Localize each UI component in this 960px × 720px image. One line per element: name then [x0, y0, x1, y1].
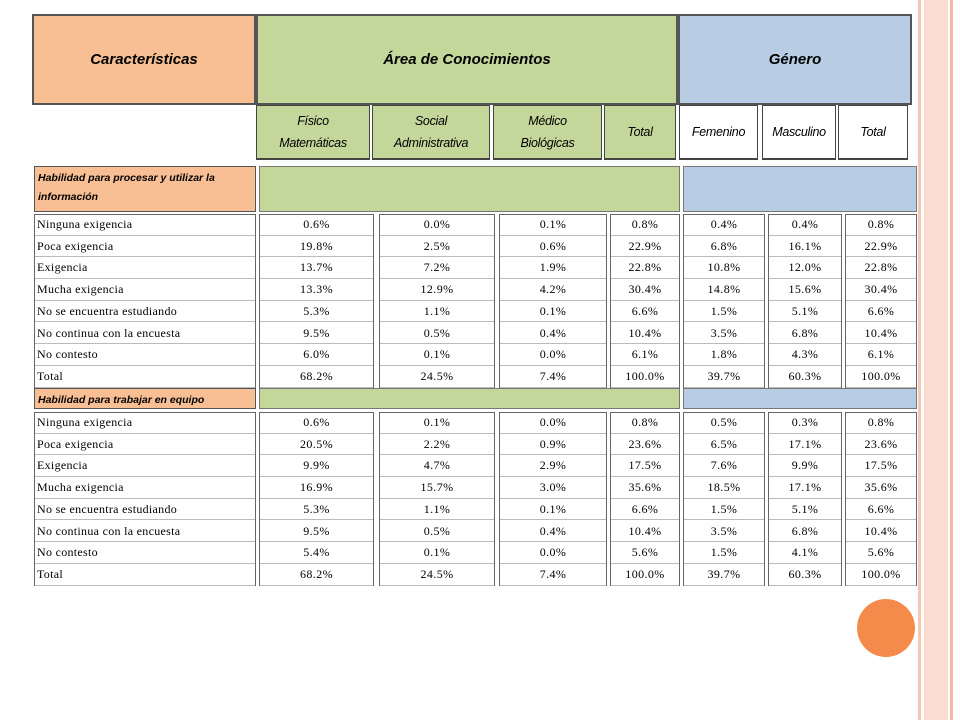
table-cell: 22.9%	[611, 236, 679, 258]
table-cell: 18.5%	[684, 477, 764, 499]
decor-stripe	[950, 0, 953, 720]
table-cell: 13.7%	[260, 257, 373, 279]
table-cell: 10.4%	[846, 323, 916, 345]
table-cell: 0.5%	[380, 323, 494, 345]
table-cell: 6.6%	[611, 499, 679, 521]
table-cell: 0.8%	[611, 412, 679, 434]
row-label: No continua con la encuesta	[35, 521, 255, 543]
section-band-genero	[683, 166, 917, 212]
table-cell: 10.4%	[846, 521, 916, 543]
section-title-line2: información	[38, 191, 99, 203]
table-cell: 9.9%	[260, 455, 373, 477]
subheader-line1: Masculino	[772, 125, 826, 139]
table-cell: 0.4%	[500, 521, 606, 543]
table-cell: 35.6%	[846, 477, 916, 499]
row-label: Ninguna exigencia	[35, 214, 255, 236]
table-cell: 100.0%	[846, 366, 916, 388]
subheader-line2: Administrativa	[393, 136, 469, 150]
table-cell: 6.6%	[846, 301, 916, 323]
table-cell: 4.1%	[769, 542, 841, 564]
table-cell: 0.3%	[769, 412, 841, 434]
table-cell: 100.0%	[611, 564, 679, 586]
subheader-3	[604, 105, 676, 160]
header-genero: Género	[678, 14, 912, 105]
table-cell: 30.4%	[846, 279, 916, 301]
table-cell: 9.5%	[260, 323, 373, 345]
subheader-2	[493, 105, 602, 160]
table-cell: 14.8%	[684, 279, 764, 301]
table-cell: 20.5%	[260, 434, 373, 456]
table-cell: 0.8%	[611, 214, 679, 236]
table-cell: 100.0%	[846, 564, 916, 586]
row-label: Mucha exigencia	[35, 477, 255, 499]
subheader-6	[838, 105, 908, 160]
table-cell: 1.5%	[684, 542, 764, 564]
table-cell: 12.0%	[769, 257, 841, 279]
table-cell: 9.5%	[260, 521, 373, 543]
row-label: No continua con la encuesta	[35, 323, 255, 345]
table-cell: 0.5%	[380, 521, 494, 543]
row-label: No se encuentra estudiando	[35, 301, 255, 323]
header-area: Área de Conocimientos	[256, 14, 678, 105]
subheader-line2: Matemáticas	[279, 136, 347, 150]
subheader-line2: Biológicas	[520, 136, 575, 150]
table-cell: 4.3%	[769, 344, 841, 366]
table-cell: 19.8%	[260, 236, 373, 258]
table-cell: 3.5%	[684, 323, 764, 345]
table-cell: 9.9%	[769, 455, 841, 477]
table-cell: 6.8%	[769, 323, 841, 345]
table-cell: 6.1%	[611, 344, 679, 366]
table-cell: 1.5%	[684, 301, 764, 323]
table-cell: 5.4%	[260, 542, 373, 564]
table-cell: 23.6%	[846, 434, 916, 456]
decor-stripe	[924, 0, 948, 720]
table-cell: 23.6%	[611, 434, 679, 456]
table-cell: 39.7%	[684, 366, 764, 388]
table-cell: 68.2%	[260, 564, 373, 586]
table-cell: 0.0%	[500, 412, 606, 434]
table-cell: 6.8%	[769, 521, 841, 543]
table-cell: 2.9%	[500, 455, 606, 477]
table-cell: 17.1%	[769, 434, 841, 456]
row-label: No contesto	[35, 344, 255, 366]
table-cell: 10.4%	[611, 323, 679, 345]
table-cell: 2.5%	[380, 236, 494, 258]
table-cell: 0.1%	[500, 301, 606, 323]
section-band-genero	[683, 388, 917, 409]
row-label: Exigencia	[35, 257, 255, 279]
table-cell: 7.2%	[380, 257, 494, 279]
table-cell: 1.5%	[684, 499, 764, 521]
table-cell: 0.0%	[380, 214, 494, 236]
table-cell: 0.1%	[500, 214, 606, 236]
subheader-line1: Total	[627, 125, 653, 139]
row-label: Mucha exigencia	[35, 279, 255, 301]
table-cell: 24.5%	[380, 564, 494, 586]
table-cell: 16.1%	[769, 236, 841, 258]
table-cell: 0.8%	[846, 214, 916, 236]
section-title-line1: Habilidad para trabajar en equipo	[38, 394, 205, 406]
table-cell: 22.9%	[846, 236, 916, 258]
subheader-line1: Social	[414, 114, 448, 128]
table-cell: 0.5%	[684, 412, 764, 434]
table-cell: 0.9%	[500, 434, 606, 456]
table-cell: 0.1%	[380, 344, 494, 366]
table-cell: 6.0%	[260, 344, 373, 366]
row-label: Exigencia	[35, 455, 255, 477]
table-cell: 16.9%	[260, 477, 373, 499]
table-cell: 0.1%	[380, 542, 494, 564]
table-cell: 3.0%	[500, 477, 606, 499]
table-cell: 17.5%	[846, 455, 916, 477]
row-label: No se encuentra estudiando	[35, 499, 255, 521]
table-cell: 15.7%	[380, 477, 494, 499]
table-cell: 5.6%	[611, 542, 679, 564]
table-cell: 1.1%	[380, 499, 494, 521]
table-cell: 22.8%	[611, 257, 679, 279]
table-cell: 3.5%	[684, 521, 764, 543]
table-cell: 4.7%	[380, 455, 494, 477]
table-cell: 13.3%	[260, 279, 373, 301]
table-cell: 17.1%	[769, 477, 841, 499]
table-cell: 0.6%	[260, 412, 373, 434]
table-cell: 60.3%	[769, 564, 841, 586]
subheader-line1: Total	[860, 125, 886, 139]
subheader-line1: Femenino	[691, 125, 746, 139]
table-cell: 7.4%	[500, 564, 606, 586]
table-cell: 0.1%	[380, 412, 494, 434]
table-cell: 5.1%	[769, 499, 841, 521]
section-title-line1: Habilidad para procesar y utilizar la	[38, 172, 215, 184]
table-cell: 0.8%	[846, 412, 916, 434]
table-cell: 17.5%	[611, 455, 679, 477]
table-cell: 35.6%	[611, 477, 679, 499]
table-cell: 1.9%	[500, 257, 606, 279]
row-label: Total	[35, 564, 255, 586]
row-label: Poca exigencia	[35, 434, 255, 456]
row-label: Ninguna exigencia	[35, 412, 255, 434]
table-cell: 5.3%	[260, 499, 373, 521]
table-cell: 7.6%	[684, 455, 764, 477]
table-cell: 30.4%	[611, 279, 679, 301]
table-cell: 0.4%	[769, 214, 841, 236]
table-cell: 39.7%	[684, 564, 764, 586]
row-label: Poca exigencia	[35, 236, 255, 258]
table-cell: 4.2%	[500, 279, 606, 301]
subheader-4	[679, 105, 758, 160]
table-cell: 10.8%	[684, 257, 764, 279]
table-cell: 0.1%	[500, 499, 606, 521]
table-cell: 6.6%	[846, 499, 916, 521]
subheader-0	[256, 105, 370, 160]
subheader-line1: Médico	[528, 114, 567, 128]
table-cell: 7.4%	[500, 366, 606, 388]
row-label: No contesto	[35, 542, 255, 564]
table-cell: 60.3%	[769, 366, 841, 388]
table-cell: 0.6%	[260, 214, 373, 236]
table-cell: 1.8%	[684, 344, 764, 366]
table-cell: 100.0%	[611, 366, 679, 388]
section-band-area	[259, 166, 680, 212]
table-cell: 1.1%	[380, 301, 494, 323]
table-cell: 10.4%	[611, 521, 679, 543]
subheader-5	[762, 105, 836, 160]
table-cell: 2.2%	[380, 434, 494, 456]
header-caracteristicas: Características	[32, 14, 256, 105]
table-cell: 6.8%	[684, 236, 764, 258]
table-cell: 6.1%	[846, 344, 916, 366]
table-cell: 5.1%	[769, 301, 841, 323]
table-cell: 0.4%	[684, 214, 764, 236]
table-cell: 0.6%	[500, 236, 606, 258]
table-cell: 5.3%	[260, 301, 373, 323]
table-cell: 15.6%	[769, 279, 841, 301]
table-cell: 5.6%	[846, 542, 916, 564]
table-cell: 0.4%	[500, 323, 606, 345]
section-band-area	[259, 388, 680, 409]
table-cell: 24.5%	[380, 366, 494, 388]
table-cell: 12.9%	[380, 279, 494, 301]
subheader-line1: Físico	[297, 114, 329, 128]
decor-circle	[857, 599, 915, 657]
section-title	[34, 166, 256, 212]
table-cell: 68.2%	[260, 366, 373, 388]
row-label: Total	[35, 366, 255, 388]
table-cell: 22.8%	[846, 257, 916, 279]
subheader-1	[372, 105, 490, 160]
section-title	[34, 388, 256, 409]
table-cell: 0.0%	[500, 344, 606, 366]
table-cell: 0.0%	[500, 542, 606, 564]
decor-stripe	[918, 0, 921, 720]
table-cell: 6.6%	[611, 301, 679, 323]
table-cell: 6.5%	[684, 434, 764, 456]
